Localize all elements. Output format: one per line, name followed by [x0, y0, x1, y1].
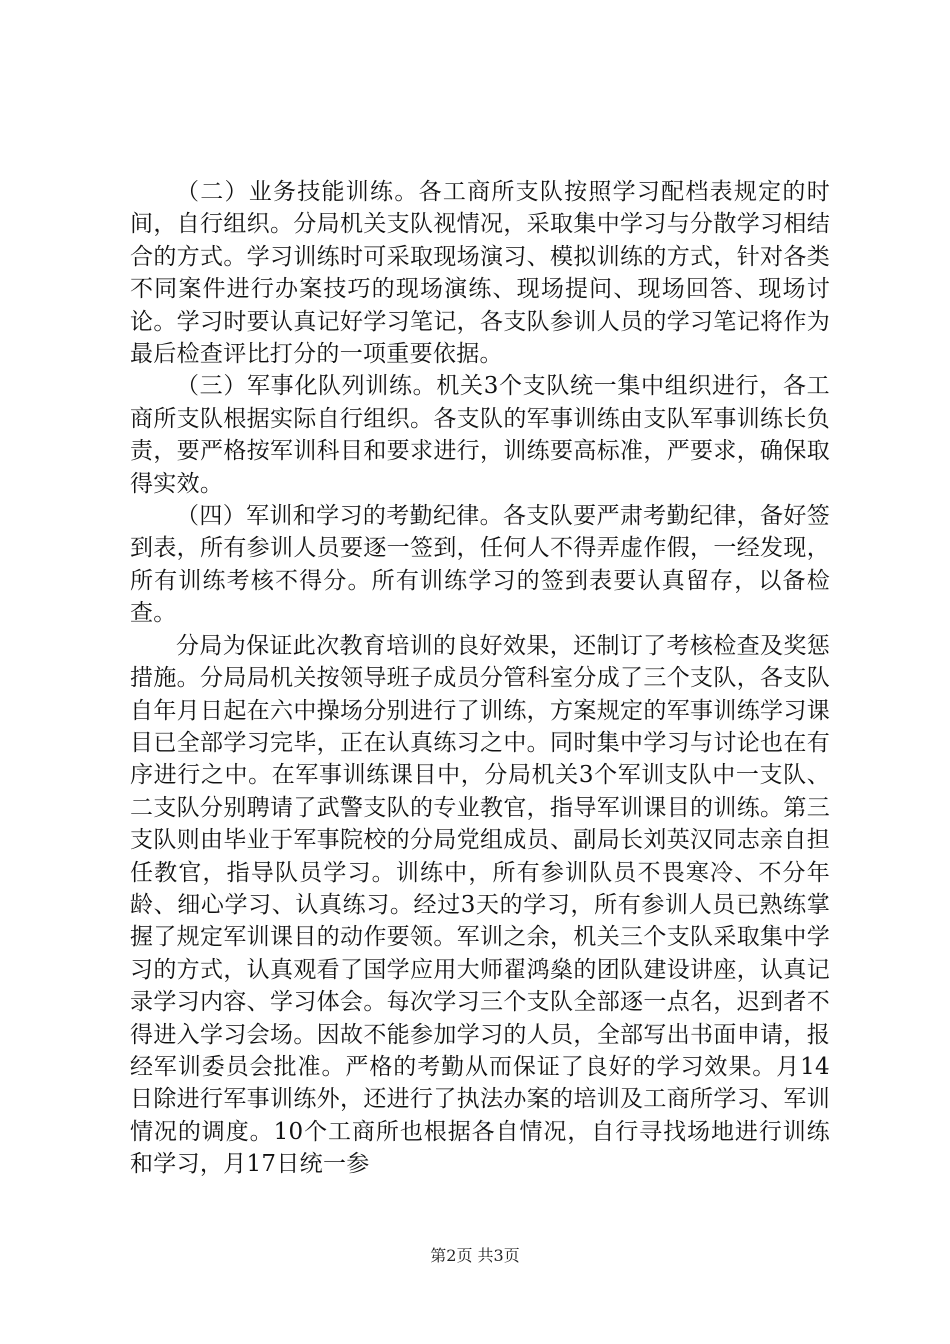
- paragraph-attendance-discipline: （四）军训和学习的考勤纪律。各支队要严肃考勤纪律，备好签到表，所有参训人员要逐一签到，任何人不得弄虚作假，一经发现，所有训练考核不得分。所有训练学习的签到表要认真留存，以备检查。: [130, 503, 830, 627]
- paragraph-business-skills: （二）业务技能训练。各工商所支队按照学习配档表规定的时间，自行组织。分局机关支队视情况，采取集中学习与分散学习相结合的方式。学习训练时可采取现场演习、模拟训练的方式，针对各类不同案件进行办案技巧的现场演练、现场提问、现场回答、现场讨论。学习时要认真记好学习笔记，各支队参训人员的学习笔记将作为最后检查评比打分的一项重要依据。: [130, 179, 830, 368]
- page-footer: 第2页 共3页: [430, 1246, 520, 1265]
- paragraph-training-results: 分局为保证此次教育培训的良好效果，还制订了考核检查及奖惩措施。分局局机关按领导班子成员分管科室分成了三个支队，各支队自年月日起在六中操场分别进行了训练，方案规定的军事训练学习课目已全部学习完毕，正在认真练习之中。同时集中学习与讨论也在有序进行之中。在军事训练课目中，分局机关3个军训支队中一支队、二支队分别聘请了武警支队的专业教官，指导军训课目的训练。第三支队则由毕业于军事院校的分局党组成员、副局长刘英汉同志亲自担任教官，指导队员学习。训练中，所有参训队员不畏寒冷、不分年龄、细心学习、认真练习。经过3天的学习，所有参训人员已熟练掌握了规定军训课目的动作要领。军训之余，机关三个支队采取集中学习的方式，认真观看了国学应用大师翟鸿燊的团队建设讲座，认真记录学习内容、学习体会。每次学习三个支队全部逐一点名，迟到者不得进入学习会场。因故不能参加学习的人员，全部写出书面申请，报经军训委员会批准。严格的考勤从而保证了良好的学习效果。月14日除进行军事训练外，还进行了执法办案的培训及工商所学习、军训情况的调度。10个工商所也根据各自情况，自行寻找场地进行训练和学习，月17日统一参: [130, 632, 830, 1178]
- paragraph-military-drill: （三）军事化队列训练。机关3个支队统一集中组织进行，各工商所支队根据实际自行组织。各支队的军事训练由支队军事训练长负责，要严格按军训科目和要求进行，训练要高标准，严要求，确保取得实效。: [130, 373, 830, 497]
- document-body: [130, 176, 830, 1181]
